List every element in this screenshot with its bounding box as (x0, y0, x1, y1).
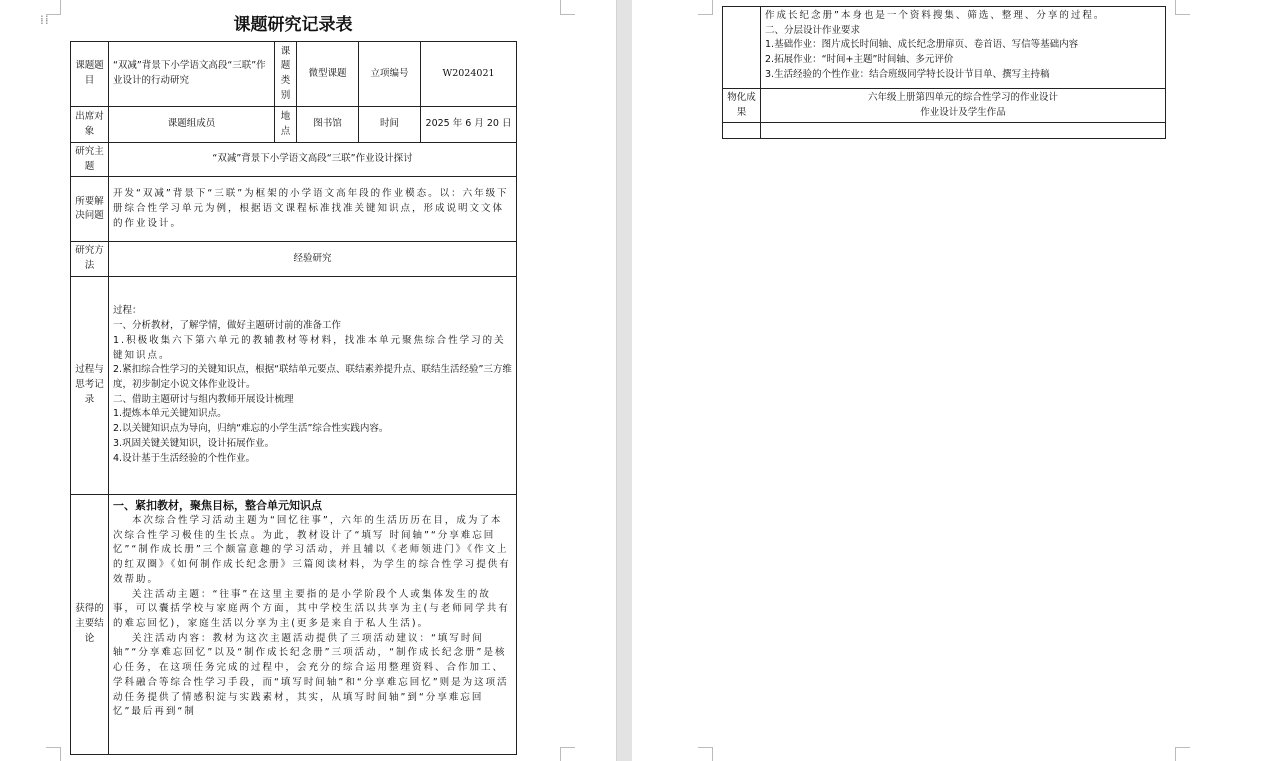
process-line: 1.积极收集六下第六单元的教辅教材等材料，找准本单元聚焦综合性学习的关键知识点。 (113, 334, 506, 361)
theme-row (71, 143, 517, 177)
attend-row (71, 107, 517, 143)
problem-value[interactable]: 开发“双减”背景下“三联”为框架的小学语文高年段的作业模态。以：六年级下册综合性学习单元为例，根据语文课程标准找准关键知识点，形成说明文文体的作业设计。 (109, 177, 517, 242)
process-line: 1.提炼本单元关键知识点。 (113, 408, 227, 420)
project-id-label: 立项编号 (359, 42, 421, 107)
continued-line: 1.基础作业：图片成长时间轴、成长纪念册扉页、卷首语、写信等基础内容 (765, 39, 1079, 51)
page-corner-mark (46, 747, 61, 761)
result-line: 六年级上册第四单元的综合性学习的作业设计 (867, 92, 1058, 103)
continued-line: 二、分层设计作业要求 (765, 24, 861, 36)
process-line: 二、借助主题研讨与组内教师开展设计梳理 (113, 393, 294, 405)
conclusion-paragraph: 关注活动主题：“往事”在这里主要指的是小学阶段个人或集体发生的故事，可以囊括学校与家庭两个方面，其中学校生活以共享为主(与老师同学共有的难忘回忆)，家庭生活以分享为主(更多是来自于私人生活)。 (113, 588, 510, 629)
document-page-1 (0, 0, 616, 761)
document-title: 课题研究记录表 (233, 15, 353, 35)
page-corner-mark (560, 0, 575, 15)
result-label: 物化成果 (723, 89, 761, 123)
result-row (723, 89, 1166, 123)
process-content[interactable] (109, 276, 517, 494)
process-row (71, 276, 517, 494)
problem-label: 所要解决问题 (71, 177, 109, 242)
continued-row (723, 7, 1166, 89)
table-move-handle-icon[interactable]: ⁞⁞ (40, 13, 50, 27)
page-corner-mark (1175, 747, 1190, 761)
record-table-continued (722, 6, 1166, 139)
empty-cell[interactable] (761, 123, 1166, 139)
problem-row (71, 177, 517, 242)
conclusion-label: 获得的主要结论 (71, 494, 109, 754)
process-line: 一、分析教材，了解学情，做好主题研讨前的准备工作 (113, 320, 342, 332)
time-value[interactable]: 2025 年 6 月 20 日 (421, 107, 517, 143)
result-content[interactable] (761, 89, 1166, 123)
page-corner-mark (560, 747, 575, 761)
method-value[interactable]: 经验研究 (109, 242, 517, 276)
page-corner-mark (698, 747, 713, 761)
empty-cell (723, 123, 761, 139)
continued-line: 2.拓展作业：“时间+主题”时间轴、多元评价 (765, 54, 954, 66)
continued-content[interactable] (761, 7, 1166, 89)
topic-type-label: 课题类别 (275, 42, 297, 107)
continued-label (723, 7, 761, 89)
method-row (71, 242, 517, 276)
attend-value[interactable]: 课题组成员 (109, 107, 275, 143)
topic-label: 课题题目 (71, 42, 109, 107)
conclusion-paragraph: 本次综合性学习活动主题为“回忆往事”，六年的生活历历在目，成为了本次综合性学习极佳的生长点。为此，教材设计了“填写 时间轴”“分享难忘回忆”“制作成长册”三个颇富意趣的学习活动，并且辅以《老师领进门》《作文上的红双圈》《如何制作成长纪念册》三篇阅读材料，为学生的综合性学习提供有效帮助。 (113, 514, 511, 585)
process-line: 过程： (113, 305, 142, 317)
project-id-value[interactable]: W2024021 (421, 42, 517, 107)
conclusion-paragraph: 关注活动内容：教材为这次主题活动提供了三项活动建议：“填写时间轴”“分享难忘回忆”以及“制作成长纪念册”三项活动，“制作成长纪念册”是核心任务，在这项任务完成的过程中，会充分的综合运用整理资料、合作加工、学科融合等综合性学习手段，而“填写时间轴”和“分享难忘回忆”则是为这项活动任务提供了情感积淀与实践素材，其实，从填写时间轴”到“分享难忘回忆”最后再到“制 (113, 632, 509, 718)
method-label: 研究方法 (71, 242, 109, 276)
continued-line: 作成长纪念册”本身也是一个资料搜集、筛选、整理、分享的过程。 (765, 10, 1106, 21)
empty-row (723, 123, 1166, 139)
process-line: 2.紧扣综合性学习的关键知识点，根据“联结单元要点、联结素养提升点、联结生活经验”三方维度，初步制定小说文体作业设计。 (113, 364, 512, 391)
continued-line: 3.生活经验的个性作业：结合班级同学特长设计节目单、撰写主持稿 (765, 68, 1050, 80)
process-line: 3.巩固关键关键知识，设计拓展作业。 (113, 437, 275, 449)
conclusion-heading: 一、紧扣教材，聚焦目标，整合单元知识点 (113, 498, 322, 512)
time-label: 时间 (359, 107, 421, 143)
place-label: 地点 (275, 107, 297, 143)
theme-value[interactable]: “双减”背景下小学语文高段“三联”作业设计探讨 (109, 143, 517, 177)
process-line: 4.设计基于生活经验的个性作业。 (113, 452, 256, 464)
process-label: 过程与思考记录 (71, 276, 109, 494)
topic-type-value[interactable]: 微型课题 (297, 42, 359, 107)
process-line: 2.以关键知识点为导向，归纳“难忘的小学生活”综合性实践内容。 (113, 423, 389, 435)
page-corner-mark (698, 0, 713, 15)
attend-label: 出席对象 (71, 107, 109, 143)
conclusion-content[interactable] (109, 494, 517, 754)
result-line: 作业设计及学生作品 (920, 106, 1006, 118)
place-value[interactable]: 图书馆 (297, 107, 359, 143)
topic-value[interactable]: “双减”背景下小学语文高段“三联”作业设计的行动研究 (109, 42, 275, 107)
page-corner-mark (46, 0, 61, 15)
record-table (70, 41, 517, 755)
conclusion-row (71, 494, 517, 754)
page-corner-mark (1175, 0, 1190, 15)
theme-label: 研究主题 (71, 143, 109, 177)
topic-row (71, 42, 517, 107)
